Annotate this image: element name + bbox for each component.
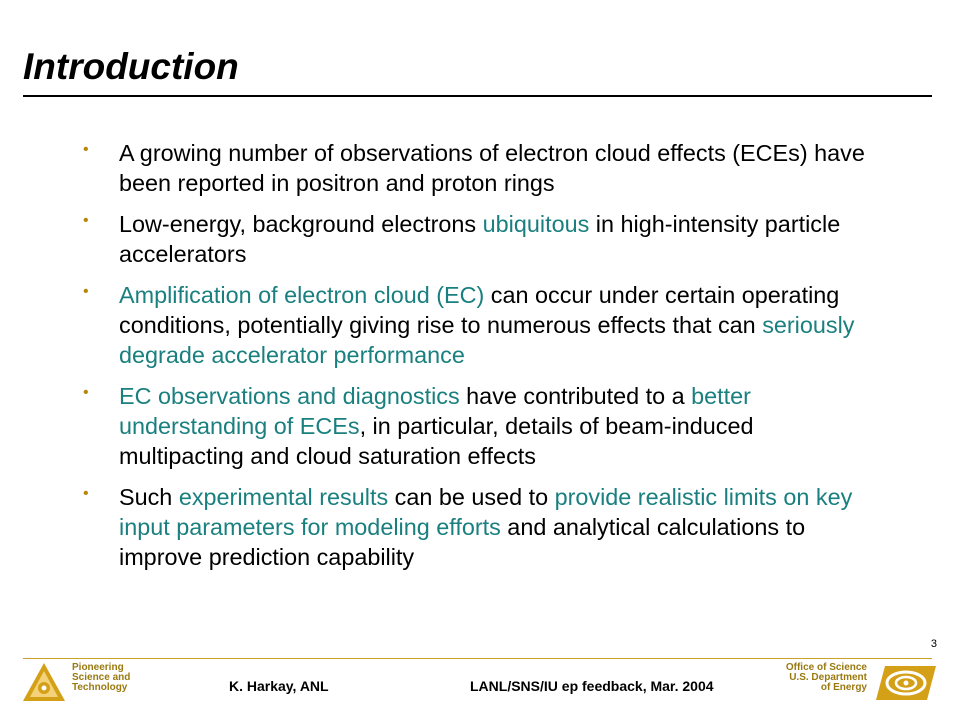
bullet-dot-icon: • <box>83 283 89 300</box>
highlighted-text: provide realistic limits on key input parameters for modeling efforts <box>119 484 853 540</box>
doe-logo-line: of Energy <box>820 682 867 693</box>
anl-logo-text <box>72 663 130 693</box>
bullet-item <box>83 138 883 198</box>
page-number: 3 <box>930 638 937 650</box>
bullet-text: can occur under certain operating conditions, potentially giving rise to numerous effects that can <box>119 282 840 338</box>
highlighted-text: Amplification of electron cloud (EC) <box>119 282 485 308</box>
doe-logo-line: U.S. Department <box>789 672 867 683</box>
argonne-triangle-logo-icon <box>22 662 66 702</box>
bullet-dot-icon: • <box>83 212 89 229</box>
doe-office-of-science-logo-icon <box>875 664 937 702</box>
doe-logo-line: Office of Science <box>785 662 867 673</box>
bullet-item <box>83 209 883 269</box>
footer-author: K. Harkay, ANL <box>229 678 329 694</box>
page-title: Introduction <box>23 46 239 87</box>
anl-logo-line: Pioneering <box>72 662 124 673</box>
footer-meeting: LANL/SNS/IU ep feedback, Mar. 2004 <box>470 678 714 694</box>
bullet-list <box>83 138 883 583</box>
bullet-item <box>83 381 883 471</box>
footer-divider <box>23 658 932 659</box>
bullet-text: can be used to <box>388 484 555 510</box>
highlighted-text: experimental results <box>178 484 389 510</box>
anl-logo-line: Technology <box>72 682 128 693</box>
highlighted-text: seriously degrade accelerator performance <box>119 312 855 368</box>
bullet-text: have contributed to a <box>459 383 692 409</box>
bullet-text: and analytical calculations to improve prediction capability <box>119 514 806 570</box>
bullet-text: A growing number of observations of electron cloud effects (ECEs) have been reported in positron and proton rings <box>119 140 865 196</box>
doe-logo-text <box>786 663 867 693</box>
highlighted-text: better understanding of ECEs <box>119 383 751 439</box>
bullet-dot-icon: • <box>83 485 89 502</box>
highlighted-text: EC observations and diagnostics <box>119 383 460 409</box>
anl-logo-line: Science and <box>72 672 131 683</box>
bullet-item <box>83 280 883 370</box>
bullet-dot-icon: • <box>83 384 89 401</box>
bullet-item <box>83 482 883 572</box>
highlighted-text: ubiquitous <box>482 211 590 237</box>
bullet-text: , in particular, details of beam-induced multipacting and cloud saturation effects <box>119 413 754 469</box>
bullet-text: Low-energy, background electrons <box>119 211 483 237</box>
bullet-text: in high-intensity particle accelerators <box>119 211 841 267</box>
bullet-dot-icon: • <box>83 141 89 158</box>
bullet-text: Such <box>119 484 179 510</box>
title-divider <box>23 95 932 97</box>
